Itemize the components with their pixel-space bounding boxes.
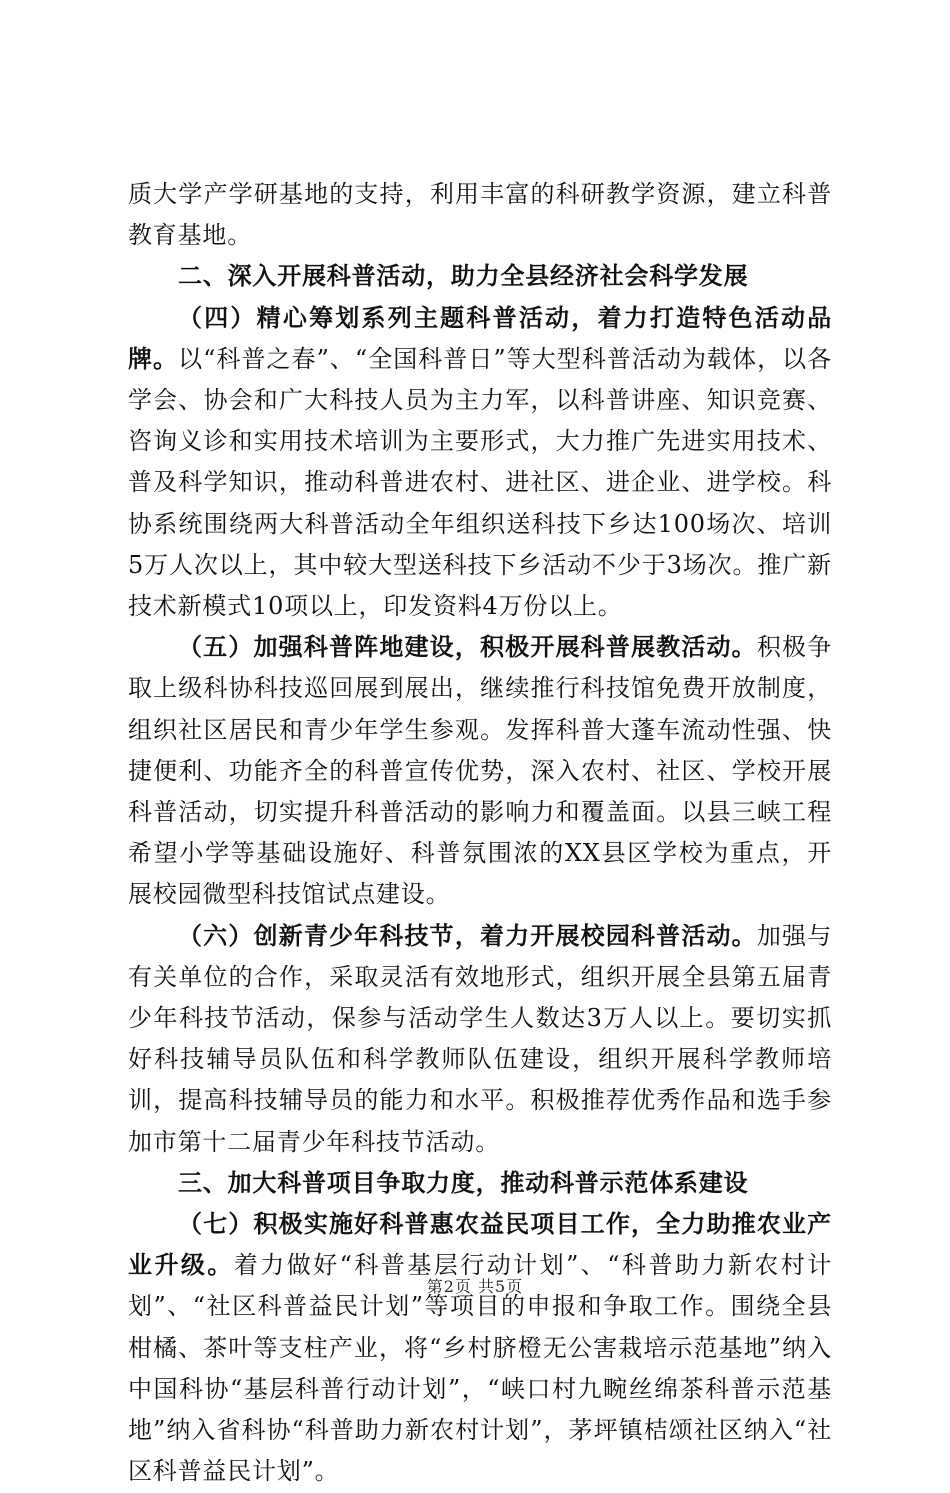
paragraph-item-6-lead: （六）创新青少年科技节，着力开展校园科普活动。 xyxy=(178,921,757,950)
paragraph-item-4-text: 以“科普之春”、“全国科普日”等大型科普活动为载体，以各学会、协会和广大科技人员为主力军，以科普讲座、知识竞赛、咨询义诊和实用技术培训为主要形式，大力推广先进实用技术、普及科学知识，推动科普进农村、进社区、进企业、进学校。科协系统围绕两大科普活动全年组织送科技下乡达100场次、培训5万人次以上，其中较大型送科技下乡活动不少于3场次。推广新技术新模式10项以上，印发资料4万份以上。 xyxy=(128,344,832,621)
section-heading-2-text: 二、深入开展科普活动，助力全县经济社会科学发展 xyxy=(178,262,749,291)
paragraph-item-6-text: 加强与有关单位的合作，采取灵活有效地形式，组织开展全县第五届青少年科技节活动，保参与活动学生人数达3万人以上。要切实抓好科技辅导员队伍和科学教师队伍建设，组织开展科学教师培训，提高科技辅导员的能力和水平。积极推荐优秀作品和选手参加市第十二届青少年科技节活动。 xyxy=(128,921,832,1156)
section-heading-3-text: 三、加大科普项目争取力度，推动科普示范体系建设 xyxy=(178,1168,749,1197)
paragraph-item-7-lead: （七）积极实施好科普惠农益民项目工作，全力助推农业产业升级。 xyxy=(128,1210,832,1280)
paragraph-item-5-text: 积极争取上级科协科技巡回展到展出，继续推行科技馆免费开放制度，组织社区居民和青少年学生参观。发挥科普大蓬车流动性强、快捷便利、功能齐全的科普宣传优势，深入农村、社区、学校开展科普活动，切实提升科普活动的影响力和覆盖面。以县三峡工程希望小学等基础设施好、科普氛围浓的XX县区学校为重点，开展校园微型科技馆试点建设。 xyxy=(128,633,832,909)
section-heading-2 xyxy=(128,256,832,297)
paragraph-item-4-lead: （四）精心筹划系列主题科普活动，着力打造特色活动品牌。 xyxy=(128,303,832,373)
page-footer xyxy=(0,1274,950,1297)
paragraph-item-6 xyxy=(128,916,832,1163)
paragraph-item-4 xyxy=(128,298,832,628)
paragraph-item-7 xyxy=(128,1204,832,1492)
paragraph-item-5 xyxy=(128,627,832,915)
section-heading-3 xyxy=(128,1163,832,1204)
page-number-label: 第2页 共5页 xyxy=(426,1277,524,1296)
paragraph-item-5-lead: （五）加强科普阵地建设，积极开展科普展教活动。 xyxy=(178,633,757,662)
paragraph-1-text: 质大学产学研基地的支持，利用丰富的科研教学资源，建立科普教育基地。 xyxy=(128,180,832,250)
paragraph-1 xyxy=(128,174,832,256)
paragraph-item-7-text: 着力做好“科普基层行动计划”、“科普助力新农村计划”、“社区科普益民计划”等项目的申报和争取工作。围绕全县柑橘、茶叶等支柱产业，将“乡村脐橙无公害栽培示范基地”纳入中国科协“基层科普行动计划”，“峡口村九畹丝绵茶科普示范基地”纳入省科协“科普助力新农村计划”，茅坪镇桔颂社区纳入“社区科普益民计划”。 xyxy=(128,1251,832,1486)
